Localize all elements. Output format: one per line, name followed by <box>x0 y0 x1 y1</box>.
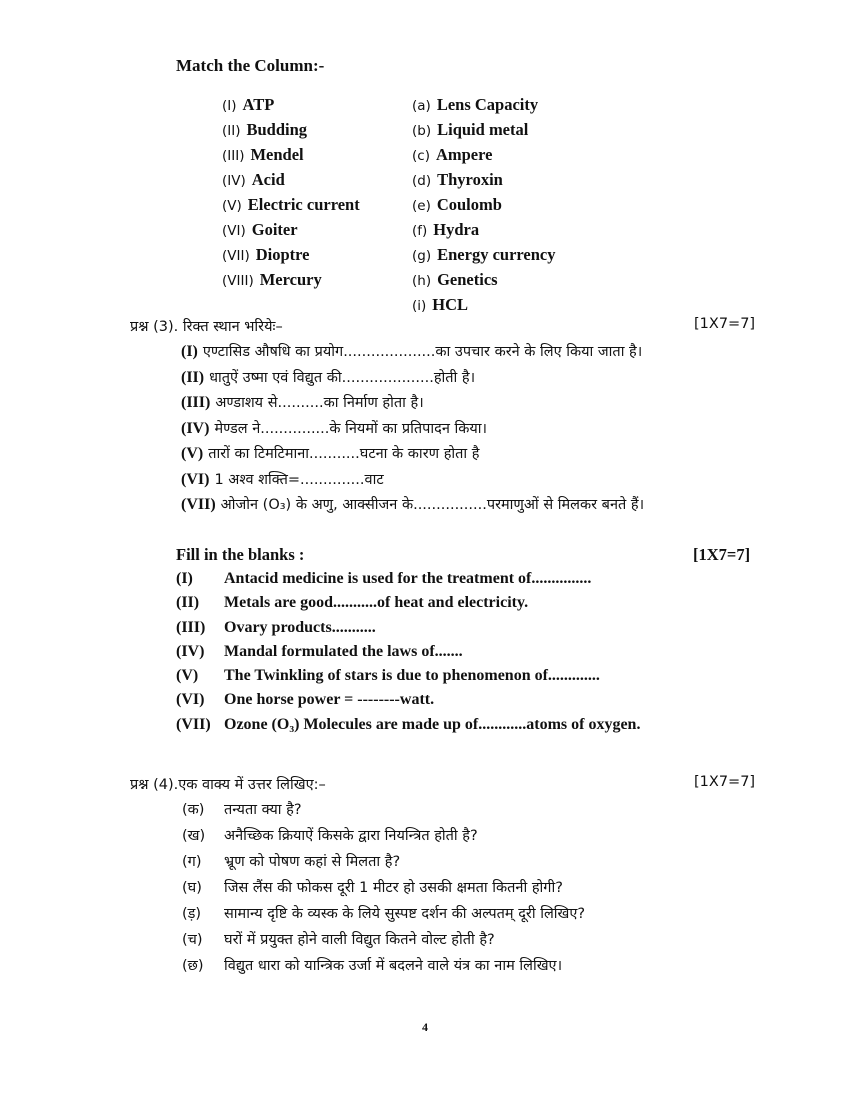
q3-list <box>181 339 644 518</box>
list-item <box>176 713 640 737</box>
list-item <box>412 242 556 267</box>
item-text: मेण्डल ने...............के नियमों का प्रतिपादन किया। <box>214 420 488 437</box>
item-text: Genetics <box>437 270 498 289</box>
item-number: (d) <box>412 173 432 189</box>
item-text: विद्युत धारा को यान्त्रिक उर्जा में बदलने वाले यंत्र का नाम लिखिए। <box>224 958 563 974</box>
list-item <box>412 217 556 242</box>
item-number: (III) <box>176 618 206 636</box>
item-text: Mendel <box>250 145 304 164</box>
list-item <box>176 640 640 664</box>
list-item <box>222 267 360 292</box>
q4-heading: प्रश्न (4).एक वाक्य में उत्तर लिखिए:– <box>130 777 326 793</box>
list-item <box>412 142 556 167</box>
item-number: (II) <box>222 123 241 139</box>
item-number: (VII) <box>222 248 250 264</box>
item-number: (च) <box>182 932 203 948</box>
list-item <box>412 267 556 292</box>
item-number: (ख) <box>182 828 206 844</box>
item-number: (VI) <box>181 470 210 488</box>
list-item <box>182 901 585 927</box>
item-text: Lens Capacity <box>436 95 539 114</box>
q4-list <box>182 797 585 979</box>
item-text: Goiter <box>251 220 298 239</box>
item-text: सामान्य दृष्टि के व्यस्क के लिये सुस्पष्ट दर्शन की अल्पतम् दूरी लिखिए? <box>224 906 586 922</box>
item-text: Liquid metal <box>437 120 529 139</box>
list-item <box>182 953 585 979</box>
item-number: (V) <box>176 667 199 685</box>
item-text: Thyroxin <box>437 170 503 189</box>
list-item <box>182 849 585 875</box>
list-item <box>176 591 640 615</box>
q4-marks: [1X7=7] <box>694 774 756 790</box>
item-number: (क) <box>182 802 205 818</box>
list-item <box>181 467 644 493</box>
item-text: Energy currency <box>437 245 556 264</box>
item-text: Ampere <box>435 145 493 164</box>
list-item <box>181 492 644 518</box>
list-item <box>412 92 556 117</box>
item-number: (I) <box>176 570 193 587</box>
item-number: (b) <box>412 123 432 139</box>
item-number: (छ) <box>182 958 204 974</box>
item-number: (VII) <box>176 715 211 733</box>
item-number: (ड़) <box>182 906 202 922</box>
item-number: (g) <box>412 248 432 264</box>
item-text: Budding <box>246 120 308 139</box>
item-number: (f) <box>412 223 428 239</box>
item-text: एण्टासिड औषधि का प्रयोग....................का उपचार करने के लिए किया जाता है। <box>202 344 643 360</box>
list-item <box>176 688 640 712</box>
item-number: (V) <box>181 445 204 462</box>
item-text: अनैच्छिक क्रियाऐं किसके द्वारा नियन्त्रित होती है? <box>224 828 478 844</box>
item-text: ओजोन (O₃) के अणु, आक्सीजन के................परमाणुओं से मिलकर बनते हैं। <box>220 497 645 513</box>
item-number: (i) <box>412 298 427 314</box>
item-text: Dioptre <box>255 245 310 264</box>
item-text: Metals are good...........of heat and electricity. <box>224 594 529 612</box>
list-item <box>222 92 360 117</box>
item-number: (IV) <box>181 419 210 437</box>
list-item <box>222 192 360 217</box>
item-text: तारों का टिमटिमाना...........घटना के कारण होता है <box>208 446 480 462</box>
item-text: Mandal formulated the laws of....... <box>224 642 463 660</box>
fill-blanks-marks: [1X7=7] <box>693 545 751 564</box>
item-number: (a) <box>412 98 431 114</box>
item-number: (I) <box>222 98 237 114</box>
match-column-left-list <box>222 92 360 292</box>
list-item <box>222 167 360 192</box>
list-item <box>222 217 360 242</box>
item-number: (ग) <box>182 854 202 870</box>
item-text: 1 अश्व शक्ति=..............वाट <box>214 471 384 488</box>
match-column-title: Match the Column:- <box>176 56 325 75</box>
item-number: (IV) <box>176 642 205 660</box>
list-item <box>176 664 640 688</box>
item-number: (VIII) <box>222 273 254 289</box>
item-text: जिस लैंस की फोकस दूरी 1 मीटर हो उसकी क्षमता कितनी होगी? <box>224 880 563 896</box>
list-item <box>222 242 360 267</box>
item-text: Ozone (O₃) Molecules are made up of............atoms of oxygen. <box>224 715 641 733</box>
item-number: (II) <box>181 368 205 386</box>
item-number: (VII) <box>181 496 216 513</box>
item-text: Hydra <box>433 220 480 239</box>
list-item <box>222 142 360 167</box>
list-item <box>182 875 585 901</box>
item-number: (III) <box>222 148 245 164</box>
q3-heading: प्रश्न (3). रिक्त स्थान भरियेः– <box>130 319 283 335</box>
item-text: One horse power = --------watt. <box>224 691 435 709</box>
list-item <box>182 927 585 953</box>
q3-marks: [1X7=7] <box>694 316 756 332</box>
item-text: Ovary products........... <box>224 618 376 636</box>
item-number: (h) <box>412 273 432 289</box>
list-item <box>412 192 556 217</box>
item-text: The Twinkling of stars is due to phenomenon of............. <box>224 667 600 685</box>
item-number: (V) <box>222 198 242 214</box>
item-number: (I) <box>181 343 198 360</box>
item-number: (e) <box>412 198 431 214</box>
item-text: Electric current <box>247 195 360 214</box>
page-number: 4 <box>422 1020 428 1034</box>
list-item <box>181 390 644 416</box>
item-text: HCL <box>432 295 469 314</box>
fill-blanks-list <box>176 567 640 737</box>
list-item <box>181 441 644 467</box>
item-text: भ्रूण को पोषण कहां से मिलता है? <box>224 854 401 870</box>
item-number: (IV) <box>222 173 246 189</box>
match-column-right-list <box>412 92 556 317</box>
item-text: धातुऐं उष्मा एवं विद्युत की....................होती है। <box>209 369 476 386</box>
item-text: Acid <box>251 170 285 189</box>
list-item <box>182 823 585 849</box>
fill-blanks-heading: Fill in the blanks : <box>176 545 305 564</box>
list-item <box>181 365 644 391</box>
list-item <box>222 117 360 142</box>
list-item <box>181 339 644 365</box>
item-text: तन्यता क्या है? <box>224 802 302 818</box>
list-item <box>182 797 585 823</box>
item-text: अण्डाशय से..........का निर्माण होता है। <box>215 395 424 411</box>
item-text: Antacid medicine is used for the treatment of............... <box>224 570 592 587</box>
item-number: (VI) <box>222 223 246 239</box>
list-item <box>176 567 640 591</box>
list-item <box>181 416 644 442</box>
item-text: Coulomb <box>436 195 502 214</box>
item-number: (II) <box>176 594 200 612</box>
item-text: ATP <box>242 95 275 114</box>
item-text: Mercury <box>259 270 322 289</box>
item-number: (c) <box>412 148 430 164</box>
item-number: (III) <box>181 394 211 411</box>
list-item <box>412 167 556 192</box>
item-text: घरों में प्रयुक्त होने वाली विद्युत कितने वोल्ट होती है? <box>224 932 495 948</box>
item-number: (घ) <box>182 880 202 896</box>
item-number: (VI) <box>176 691 205 709</box>
list-item <box>412 117 556 142</box>
list-item <box>176 616 640 640</box>
list-item <box>412 292 556 317</box>
